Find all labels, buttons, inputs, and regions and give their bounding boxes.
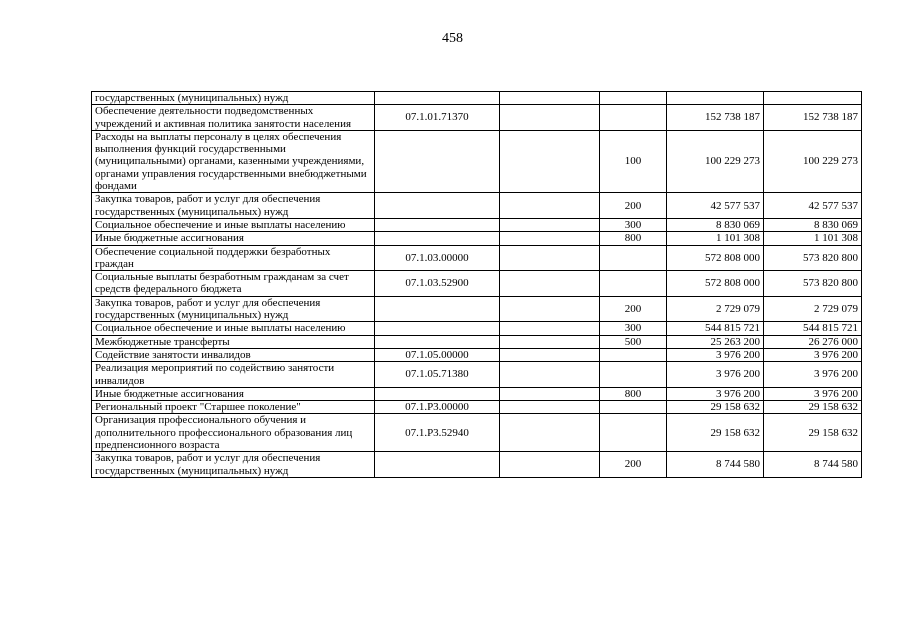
target-code-cell: 07.1.P3.52940 [375, 414, 500, 452]
section-cell [500, 296, 600, 322]
table-row [92, 414, 862, 452]
expense-type-cell [600, 362, 667, 388]
amount-year1-cell: 572 808 000 [667, 245, 764, 271]
amount-year1-cell: 29 158 632 [667, 401, 764, 414]
section-cell [500, 362, 600, 388]
table-row [92, 218, 862, 231]
amount-year1-cell: 3 976 200 [667, 362, 764, 388]
table-row [92, 335, 862, 348]
amount-year2-cell [764, 92, 862, 105]
expense-type-cell [600, 105, 667, 131]
amount-year2-cell: 100 229 273 [764, 130, 862, 192]
amount-year1-cell: 2 729 079 [667, 296, 764, 322]
amount-year2-cell: 2 729 079 [764, 296, 862, 322]
section-cell [500, 387, 600, 400]
row-name-cell: Межбюджетные трансферты [92, 335, 375, 348]
amount-year1-cell: 3 976 200 [667, 387, 764, 400]
amount-year2-cell: 8 830 069 [764, 218, 862, 231]
target-code-cell [375, 322, 500, 335]
table-row [92, 322, 862, 335]
amount-year2-cell: 3 976 200 [764, 348, 862, 361]
table-row [92, 387, 862, 400]
expense-type-cell [600, 414, 667, 452]
amount-year1-cell: 25 263 200 [667, 335, 764, 348]
table-row [92, 232, 862, 245]
target-code-cell [375, 296, 500, 322]
table-row [92, 193, 862, 219]
row-name-cell: Закупка товаров, работ и услуг для обеспечения государственных (муниципальных) нужд [92, 452, 375, 478]
amount-year1-cell: 8 744 580 [667, 452, 764, 478]
amount-year1-cell: 8 830 069 [667, 218, 764, 231]
row-name-cell: Социальные выплаты безработным гражданам за счет средств федерального бюджета [92, 271, 375, 297]
expense-type-cell [600, 271, 667, 297]
budget-table-body [92, 92, 862, 478]
table-row [92, 362, 862, 388]
section-cell [500, 92, 600, 105]
section-cell [500, 271, 600, 297]
target-code-cell [375, 452, 500, 478]
table-row [92, 296, 862, 322]
amount-year2-cell: 8 744 580 [764, 452, 862, 478]
section-cell [500, 335, 600, 348]
target-code-cell: 07.1.03.52900 [375, 271, 500, 297]
section-cell [500, 105, 600, 131]
row-name-cell: Иные бюджетные ассигнования [92, 387, 375, 400]
amount-year1-cell: 3 976 200 [667, 348, 764, 361]
section-cell [500, 322, 600, 335]
expense-type-cell [600, 92, 667, 105]
amount-year2-cell: 29 158 632 [764, 414, 862, 452]
target-code-cell: 07.1.05.71380 [375, 362, 500, 388]
amount-year2-cell: 544 815 721 [764, 322, 862, 335]
target-code-cell: 07.1.03.00000 [375, 245, 500, 271]
expense-type-cell [600, 401, 667, 414]
row-name-cell: Расходы на выплаты персоналу в целях обеспечения выполнения функций государственными (муниципальными) органами, казенными учреждениями, органами управления государственными внебюджетными фондами [92, 130, 375, 192]
row-name-cell: государственных (муниципальных) нужд [92, 92, 375, 105]
target-code-cell [375, 232, 500, 245]
section-cell [500, 218, 600, 231]
section-cell [500, 130, 600, 192]
table-row [92, 92, 862, 105]
amount-year2-cell: 3 976 200 [764, 387, 862, 400]
amount-year1-cell: 29 158 632 [667, 414, 764, 452]
expense-type-cell: 200 [600, 452, 667, 478]
amount-year1-cell: 42 577 537 [667, 193, 764, 219]
target-code-cell: 07.1.01.71370 [375, 105, 500, 131]
amount-year2-cell: 1 101 308 [764, 232, 862, 245]
section-cell [500, 232, 600, 245]
target-code-cell: 07.1.05.00000 [375, 348, 500, 361]
amount-year2-cell: 29 158 632 [764, 401, 862, 414]
target-code-cell [375, 130, 500, 192]
row-name-cell: Региональный проект "Старшее поколение" [92, 401, 375, 414]
table-row [92, 401, 862, 414]
section-cell [500, 414, 600, 452]
amount-year1-cell: 1 101 308 [667, 232, 764, 245]
section-cell [500, 348, 600, 361]
table-row [92, 348, 862, 361]
section-cell [500, 452, 600, 478]
amount-year2-cell: 26 276 000 [764, 335, 862, 348]
target-code-cell [375, 387, 500, 400]
amount-year2-cell: 573 820 800 [764, 271, 862, 297]
expense-type-cell: 100 [600, 130, 667, 192]
amount-year2-cell: 573 820 800 [764, 245, 862, 271]
expense-type-cell: 300 [600, 218, 667, 231]
expense-type-cell: 200 [600, 296, 667, 322]
expense-type-cell [600, 245, 667, 271]
amount-year1-cell: 572 808 000 [667, 271, 764, 297]
table-row [92, 245, 862, 271]
amount-year1-cell [667, 92, 764, 105]
budget-table [91, 91, 862, 478]
amount-year1-cell: 544 815 721 [667, 322, 764, 335]
row-name-cell: Обеспечение социальной поддержки безработных граждан [92, 245, 375, 271]
section-cell [500, 401, 600, 414]
target-code-cell [375, 218, 500, 231]
target-code-cell [375, 335, 500, 348]
section-cell [500, 245, 600, 271]
row-name-cell: Реализация мероприятий по содействию занятости инвалидов [92, 362, 375, 388]
row-name-cell: Организация профессионального обучения и дополнительного профессионального образования лиц предпенсионного возраста [92, 414, 375, 452]
expense-type-cell: 800 [600, 387, 667, 400]
row-name-cell: Социальное обеспечение и иные выплаты населению [92, 218, 375, 231]
row-name-cell: Закупка товаров, работ и услуг для обеспечения государственных (муниципальных) нужд [92, 296, 375, 322]
expense-type-cell [600, 348, 667, 361]
amount-year2-cell: 152 738 187 [764, 105, 862, 131]
table-row [92, 452, 862, 478]
table-row [92, 130, 862, 192]
target-code-cell [375, 193, 500, 219]
expense-type-cell: 500 [600, 335, 667, 348]
amount-year2-cell: 42 577 537 [764, 193, 862, 219]
target-code-cell [375, 92, 500, 105]
table-row [92, 271, 862, 297]
amount-year2-cell: 3 976 200 [764, 362, 862, 388]
row-name-cell: Социальное обеспечение и иные выплаты населению [92, 322, 375, 335]
expense-type-cell: 800 [600, 232, 667, 245]
table-row [92, 105, 862, 131]
row-name-cell: Обеспечение деятельности подведомственных учреждений и активная политика занятости населения [92, 105, 375, 131]
page-number: 458 [442, 31, 463, 46]
section-cell [500, 193, 600, 219]
row-name-cell: Иные бюджетные ассигнования [92, 232, 375, 245]
amount-year1-cell: 100 229 273 [667, 130, 764, 192]
row-name-cell: Содействие занятости инвалидов [92, 348, 375, 361]
expense-type-cell: 200 [600, 193, 667, 219]
expense-type-cell: 300 [600, 322, 667, 335]
target-code-cell: 07.1.P3.00000 [375, 401, 500, 414]
row-name-cell: Закупка товаров, работ и услуг для обеспечения государственных (муниципальных) нужд [92, 193, 375, 219]
amount-year1-cell: 152 738 187 [667, 105, 764, 131]
